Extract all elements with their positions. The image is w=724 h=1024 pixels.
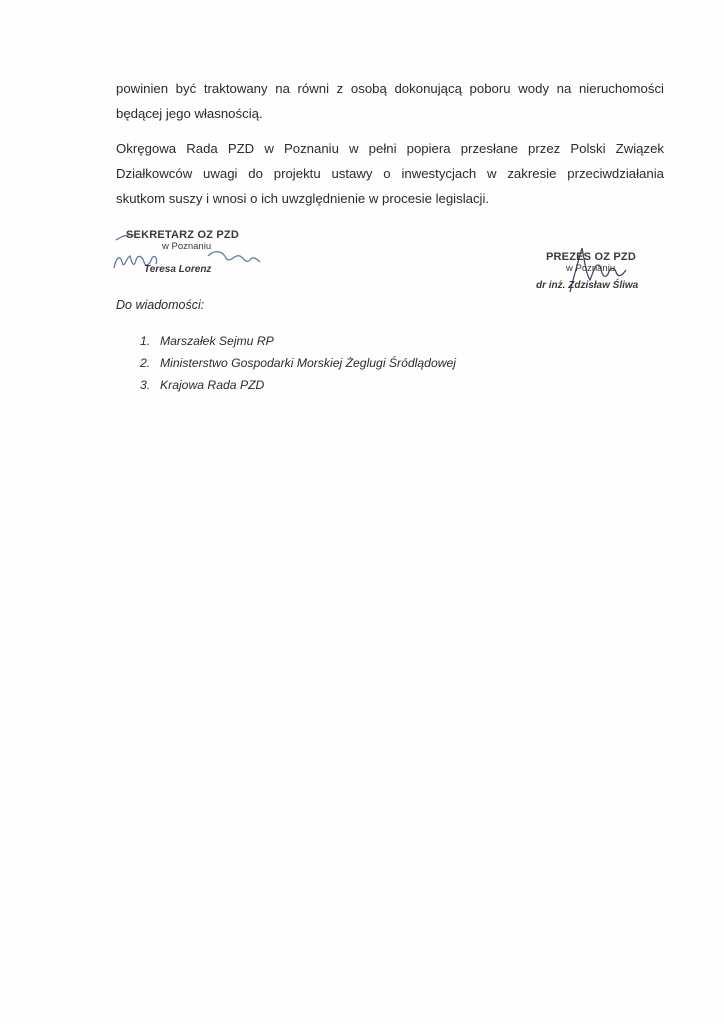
list-item	[116, 374, 456, 396]
list-item-text: Ministerstwo Gospodarki Morskiej Żeglugi Śródlądowej	[160, 356, 457, 370]
paragraph-line: skutkom suszy i wnosi o ich uwzględnienie w procesie legislacji.	[116, 191, 490, 206]
secretary-name: Teresa Lorenz	[144, 264, 212, 275]
paragraph-line: Działkowców uwagi do projektu ustawy o inwestycjach w zakresie przeciwdziałania	[116, 166, 664, 181]
body-paragraph-1	[116, 76, 664, 126]
list-item-number: 3.	[140, 378, 151, 392]
paragraph-line: powinien być traktowany na równi z osobą dokonującą poboru wody na nieruchomości	[116, 81, 664, 96]
list-item-number: 2.	[140, 356, 151, 370]
list-item	[116, 330, 456, 352]
list-item	[116, 352, 456, 374]
president-location: w Poznaniu	[566, 263, 616, 274]
body-paragraph-2	[116, 136, 664, 211]
president-title: PREZES OZ PZD	[546, 251, 636, 263]
secretary-stamp	[126, 229, 239, 275]
secretary-title: SEKRETARZ OZ PZD	[126, 229, 239, 241]
distribution-list	[116, 330, 456, 396]
list-item-text: Marszałek Sejmu RP	[160, 334, 274, 348]
list-item-number: 1.	[140, 334, 151, 348]
distribution-heading: Do wiadomości:	[116, 298, 205, 312]
secretary-location: w Poznaniu	[162, 241, 212, 252]
president-stamp	[536, 251, 638, 291]
list-item-text: Krajowa Rada PZD	[160, 378, 265, 392]
paragraph-line: będącej jego własnością.	[116, 106, 263, 121]
paragraph-line: Okręgowa Rada PZD w Poznaniu w pełni popiera przesłane przez Polski Związek	[116, 141, 664, 156]
president-name: dr inż. Zdzisław Śliwa	[536, 280, 639, 291]
